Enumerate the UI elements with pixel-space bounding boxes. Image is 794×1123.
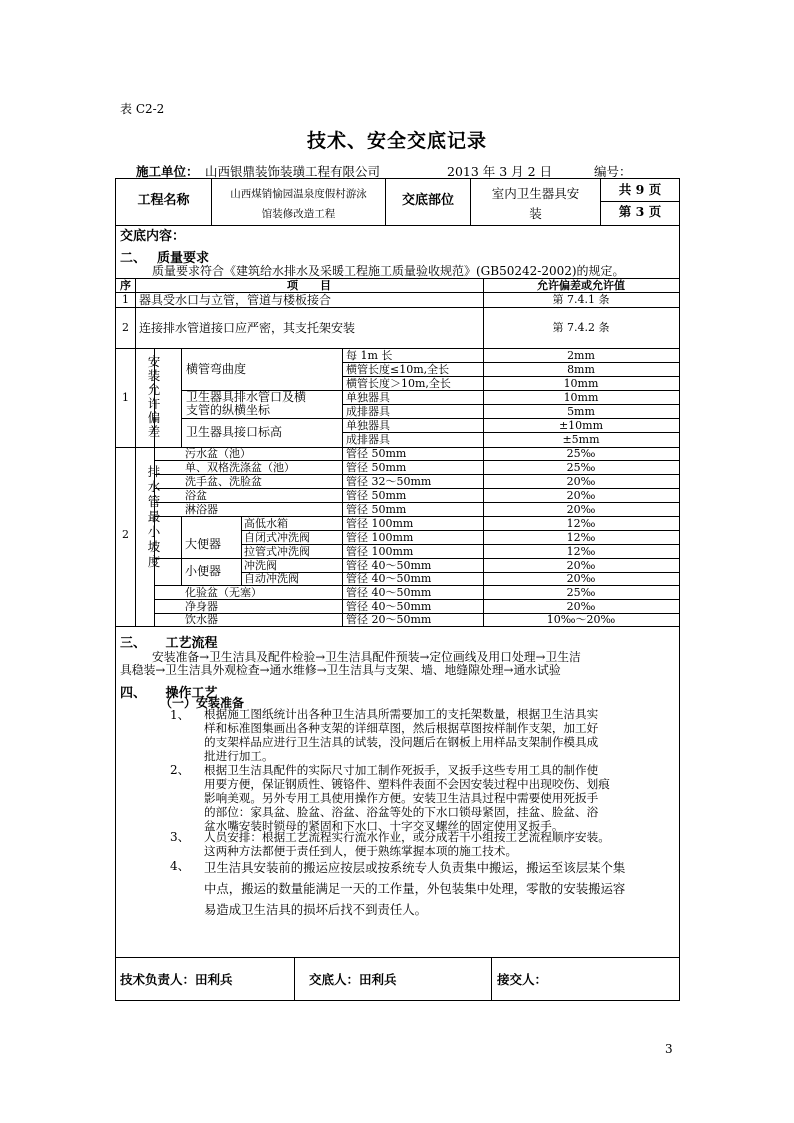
slope-cond-9: 管径 40～50mm (346, 559, 432, 572)
slope-name-13: 饮水器 (185, 613, 218, 626)
construction-unit-label: 施工单位： (136, 164, 199, 179)
process-flow-line-1: 安装准备→卫生洁具及配件检验→卫生洁具配件预装→定位画线及用口处理→卫生洁 (152, 650, 581, 664)
quality-requirements-intro: 质量要求符合《建筑给水排水及采暖工程施工质量验收规范》(GB50242-2002)的规定。 (152, 264, 625, 278)
drain-coordinate-label: 卫生器具排水管口及横 支管的纵横坐标 (186, 390, 307, 417)
slope-cond-1: 管径 50mm (346, 447, 407, 460)
quality-requirements-heading: 二、 质量要求 (120, 251, 210, 266)
coord-tol-2: 5mm (567, 405, 595, 418)
slope-name-3: 洗手盆、洗脸盆 (185, 475, 262, 488)
group-1-no: 1 (122, 391, 129, 404)
slope-cond-2: 管径 50mm (346, 461, 407, 474)
slope-tol-12: 20‰ (566, 600, 596, 613)
slope-cond-3: 管径 32～50mm (346, 475, 432, 488)
min-slope-label: 排水管最小坡度 (147, 464, 161, 569)
slope-cond-7: 管径 100mm (346, 531, 414, 544)
slope-name-12: 净身器 (185, 600, 218, 613)
slope-tol-1: 25‰ (566, 447, 596, 460)
row-1-item: 器具受水口与立管，管道与楼板接合 (139, 293, 332, 307)
slope-tol-11: 25‰ (566, 586, 596, 599)
bend-tol-2: 8mm (567, 363, 595, 376)
disclosure-person: 交底人：田利兵 (309, 972, 397, 987)
row-2-item: 连接排水管道接口应严密，其支托架安装 (139, 321, 356, 335)
slope-tol-9: 20‰ (566, 559, 596, 572)
document-date: 2013 年 3 月 2 日 (447, 164, 553, 179)
step-2-text: 根据卫生洁具配件的实际尺寸加工制作死扳手，叉扳手这些专用工具的制作使 用要方便，保证钢质性、镀铬件、塑料件表面不会因安装过程中出现咬伤、划痕 影响美观。另外专用工具使用操作方便。安装卫生洁具过程中需要使用死扳手 的部位：家具盆、脸盆、浴盆、浴盆等处的下水口锁母紧固，挂盆、脸盆、浴 盆水嘴安装时锁母的紧固和下水口、十字交叉螺丝的固定使用叉扳手。 (204, 763, 610, 833)
project-name-value: 山西煤销愉园温泉度假村游泳 馆装修改造工程 (230, 188, 367, 220)
urinal-label: 小便器 (185, 564, 222, 578)
row-1-no: 1 (122, 293, 129, 306)
slope-cond-10: 管径 40～50mm (346, 572, 432, 585)
total-pages: 共 9 页 (618, 182, 662, 197)
installation-prep-heading: （一）安装准备 (160, 696, 245, 710)
slope-tol-8: 12‰ (566, 545, 596, 558)
slope-name-4: 浴盆 (185, 489, 207, 502)
row-2-no: 2 (122, 321, 129, 334)
row-2-tolerance: 第 7.4.2 条 (552, 321, 610, 334)
slope-cond-4: 管径 50mm (346, 489, 407, 502)
technical-lead: 技术负责人：田利兵 (120, 972, 233, 987)
process-flow-heading: 三、 工艺流程 (120, 636, 218, 651)
step-4-no: 4、 (170, 859, 190, 873)
slope-name-11: 化验盆（无塞） (185, 586, 262, 599)
step-2-no: 2、 (170, 763, 190, 777)
process-flow-line-2: 具稳装→卫生洁具外观检查→通水维修→卫生洁具与支架、墙、地缝隙处理→通水试验 (120, 663, 561, 677)
operation-process-heading: 四、 操作工艺 (120, 686, 218, 701)
step-3-no: 3、 (170, 830, 190, 844)
disclosure-form (115, 178, 680, 1001)
slope-cond-13: 管径 20～50mm (346, 613, 432, 626)
installation-tolerance-label: 安装允许偏差 (147, 354, 161, 439)
row-1-tolerance: 第 7.4.1 条 (552, 293, 610, 306)
height-cond-1: 单独器具 (346, 419, 390, 432)
slope-name-10: 自动冲洗阀 (244, 572, 299, 585)
step-4-text: 卫生洁具安装前的搬运应按层或按系统专人负责集中搬运，搬运至该层某个集 中点，搬运的数量能满足一天的工作量，外包装集中处理，零散的安装搬运容 易造成卫生洁具的损坏后找不到责任人。 (204, 860, 626, 917)
disclosure-part-value: 室内卫生器具安 装 (491, 186, 580, 221)
slope-cond-5: 管径 50mm (346, 503, 407, 516)
disclosure-part-label: 交底部位 (401, 193, 454, 208)
coord-cond-1: 单独器具 (346, 391, 390, 404)
col-header-no: 序 (120, 279, 131, 292)
slope-tol-6: 12‰ (566, 517, 596, 530)
slope-tol-4: 20‰ (566, 489, 596, 502)
coord-tol-1: 10mm (563, 391, 599, 404)
bend-cond-2: 横管长度≤10m,全长 (346, 363, 450, 376)
form-number: 表 C2-2 (120, 102, 165, 116)
slope-tol-3: 20‰ (566, 475, 596, 488)
serial-number-label: 编号： (594, 164, 632, 179)
slope-name-6: 高低水箱 (244, 517, 288, 530)
disclosure-content-label: 交底内容： (120, 229, 186, 244)
receiver: 接交人： (497, 972, 548, 987)
project-name-label: 工程名称 (137, 193, 190, 208)
page-number: 3 (665, 1042, 673, 1056)
step-1-text: 根据施工图纸统计出各种卫生洁具所需要加工的支托架数量，根据卫生洁具实 样和标准图集画出各种支架的详细草图，然后根据草图按样制作支架，加工好 的支架样品应进行卫生洁具的试装，没问题后在钢板上用样品支架制作模具成 批进行加工。 (204, 707, 599, 763)
slope-cond-12: 管径 40～50mm (346, 600, 432, 613)
col-header-item: 项 目 (287, 279, 331, 292)
group-2-no: 2 (122, 528, 129, 541)
slope-tol-10: 20‰ (566, 572, 596, 585)
coord-cond-2: 成排器具 (346, 405, 390, 418)
bend-tol-1: 2mm (567, 349, 595, 362)
slope-name-8: 拉管式冲洗阀 (244, 545, 310, 558)
construction-unit-value: 山西银鼎装饰装璜工程有限公司 (205, 164, 381, 179)
height-tol-1: ±10mm (558, 419, 604, 432)
slope-cond-8: 管径 100mm (346, 545, 414, 558)
height-tol-2: ±5mm (562, 433, 600, 446)
height-cond-2: 成排器具 (346, 433, 390, 446)
fixture-height-label: 卫生器具接口标高 (186, 425, 283, 439)
slope-cond-11: 管径 40～50mm (346, 586, 432, 599)
slope-tol-2: 25‰ (566, 461, 596, 474)
slope-tol-7: 12‰ (566, 531, 596, 544)
col-header-tolerance: 允许偏差或允许值 (537, 279, 625, 292)
slope-cond-6: 管径 100mm (346, 517, 414, 530)
document-title: 技术、安全交底记录 (306, 130, 487, 152)
slope-tol-13: 10‰～20‰ (546, 613, 616, 626)
bend-cond-1: 每 1m 长 (346, 349, 393, 362)
slope-tol-5: 20‰ (566, 503, 596, 516)
slope-name-5: 淋浴器 (185, 503, 218, 516)
pipe-bend-label: 横管弯曲度 (186, 362, 247, 376)
page-number-cell: 第 3 页 (618, 204, 662, 219)
slope-name-1: 污水盆（池） (185, 447, 251, 460)
bend-cond-3: 横管长度＞10m,全长 (346, 377, 451, 390)
bend-tol-3: 10mm (563, 377, 599, 390)
slope-name-2: 单、双格洗涤盆（池） (185, 461, 295, 474)
slope-name-9: 冲洗阀 (244, 559, 277, 572)
step-3-text: 人员安排：根据工艺流程实行流水作业，或分成若干小组按工艺流程顺序安装。 这两种方法都便于责任到人，便于熟练掌握本项的施工技术。 (204, 830, 610, 858)
slope-name-7: 自闭式冲洗阀 (244, 531, 310, 544)
toilet-label: 大便器 (185, 537, 222, 551)
step-1-no: 1、 (170, 708, 190, 722)
